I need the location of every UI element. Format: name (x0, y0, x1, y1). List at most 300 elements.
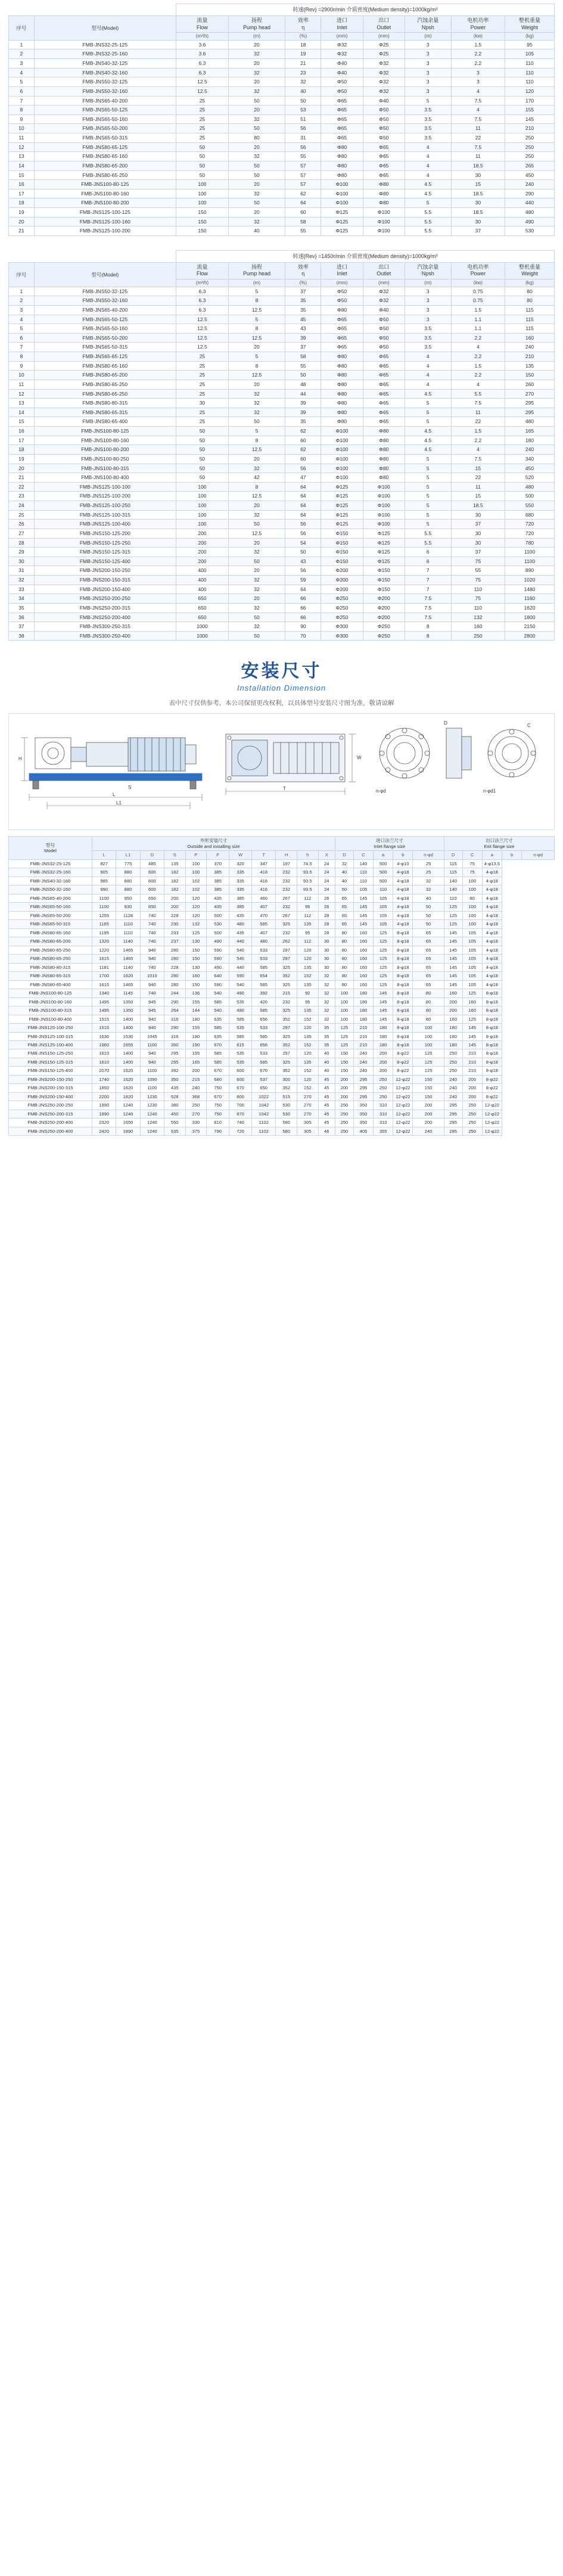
cell-value: 260 (505, 380, 555, 389)
cell-value: 295 (353, 1092, 373, 1101)
table-row (9, 180, 555, 189)
cell-value: Φ250 (363, 631, 405, 641)
cell-value: 4-φ18 (482, 980, 502, 989)
cell-value: 40 (413, 894, 444, 902)
cell-value: 250 (462, 1127, 482, 1135)
cell-value: 66 (285, 613, 321, 622)
cell-model: FMB-JNS65-40-200 (34, 305, 176, 315)
cell-value: 105 (374, 911, 393, 919)
cell-value: 30 (451, 529, 505, 538)
cell-value: 1515 (92, 1024, 116, 1032)
cell-value: 145 (353, 894, 373, 902)
cell-value: 1100 (92, 903, 116, 911)
cell-value: 4-φ10 (393, 859, 413, 868)
cell-value: Φ80 (363, 198, 405, 208)
cell-value: 200 (374, 1067, 393, 1075)
table-row (9, 980, 555, 989)
unit-outlet: (mm) (363, 32, 405, 40)
cell-value: Φ250 (321, 594, 363, 604)
cell-value: 13 (9, 399, 35, 408)
cell-value: 15 (9, 417, 35, 427)
cell-value: 80 (413, 1006, 444, 1015)
cell-model: FMB-JNS125-100-400 (9, 1041, 92, 1049)
cell-value: 297 (276, 1049, 297, 1058)
cell-value: 4 (405, 361, 451, 371)
table-row (9, 408, 555, 417)
cell-value: 160 (444, 1015, 462, 1023)
th-eff: 效率 η (285, 16, 321, 33)
cell-value: 1010 (140, 972, 164, 980)
cell-value: 32 (228, 68, 285, 77)
cell-value: 416 (252, 885, 276, 894)
cell-value: 215 (185, 1075, 207, 1083)
cell-value: 132 (451, 613, 505, 622)
cell-value: 20 (228, 40, 285, 49)
cell-value: Φ25 (363, 49, 405, 59)
cell-value: 20 (228, 105, 285, 115)
cell-value: 6 (405, 557, 451, 566)
cell-value: 12.5 (228, 371, 285, 380)
cell-value: 50 (176, 161, 229, 170)
cell-value: 32 (335, 859, 354, 868)
table2-header-row (9, 263, 555, 279)
cell-value: 65 (413, 928, 444, 937)
cell-model: FMB-JNS65-40-200 (9, 894, 92, 902)
unit-outlet: (mm) (363, 279, 405, 287)
cell-value: 43 (285, 557, 321, 566)
table-row (9, 464, 555, 473)
cell-value: 80 (413, 989, 444, 998)
cell-value: 35 (285, 417, 321, 427)
table-row (9, 576, 555, 585)
cell-value: 528 (164, 1092, 185, 1101)
unit-flow: (m³/h) (176, 279, 229, 287)
cell-value: 50 (176, 473, 229, 483)
cell-value: 120 (297, 1075, 318, 1083)
svg-text:n-φd1: n-φd1 (483, 788, 496, 794)
cell-value: 8-φ18 (393, 1024, 413, 1032)
cell-value: 8-φ18 (482, 1015, 502, 1023)
cell-value: 240 (505, 343, 555, 352)
cell-value: 80 (505, 296, 555, 306)
cell-value: 145 (444, 937, 462, 946)
cell-model: FMB-JNS125-100-200 (34, 226, 176, 236)
cell-value: 210 (505, 352, 555, 362)
cell-value: 8-φ18 (482, 1006, 502, 1015)
cell-value: 140 (353, 859, 373, 868)
cell-value: 2.2 (451, 49, 505, 59)
cell-value: 5 (405, 510, 451, 520)
cell-value: 10 (9, 124, 35, 133)
cell-value: Φ50 (363, 133, 405, 143)
cell-value: 416 (252, 877, 276, 885)
cell-value: 8-φ18 (393, 963, 413, 971)
cell-value: 26 (318, 894, 335, 902)
table-row (9, 1032, 555, 1040)
cell-value: 100 (176, 189, 229, 198)
cell-value: 290 (164, 1024, 185, 1032)
cell-value: 65 (413, 955, 444, 963)
cell-value: 30 (9, 557, 35, 566)
cell-value: 1.5 (451, 40, 505, 49)
cell-value: Φ32 (321, 49, 363, 59)
cell-value: 110 (505, 59, 555, 69)
table-row (9, 868, 555, 877)
cell-value: Φ32 (321, 40, 363, 49)
cell-value: 62 (285, 427, 321, 436)
table-row (9, 989, 555, 998)
cell-value: 4 (405, 170, 451, 180)
cell-value: 100 (176, 501, 229, 511)
cell-value: 1102 (252, 1118, 276, 1127)
table3-group-row (9, 837, 555, 851)
th-col: X (318, 851, 335, 859)
cell-value: Φ200 (321, 585, 363, 594)
cell-value: 152 (297, 1015, 318, 1023)
cell-value: Φ65 (363, 408, 405, 417)
cell-value: 232 (276, 998, 297, 1006)
cell-value: 100 (335, 998, 354, 1006)
cell-value: 440 (229, 937, 252, 946)
cell-value: 20 (228, 501, 285, 511)
cell-value: 12.5 (176, 333, 229, 343)
cell-model: FMB-JNS200-150-400 (34, 585, 176, 594)
cell-value: 33 (9, 585, 35, 594)
cell-value: 80 (335, 928, 354, 937)
cell-value: 1240 (116, 1110, 140, 1118)
cell-value: 20 (228, 454, 285, 464)
cell-value: 530 (276, 1110, 297, 1118)
cell-value: 35 (285, 305, 321, 315)
cell-model: FMB-JNS65-50-315 (9, 920, 92, 928)
cell-value: 5.5 (451, 389, 505, 399)
cell-value: 8-φ18 (393, 946, 413, 954)
cell-value: 100 (176, 180, 229, 189)
cell-value: Φ80 (321, 152, 363, 161)
cell-value: Φ100 (321, 464, 363, 473)
table-row (9, 1084, 555, 1092)
cell-value: 18 (285, 40, 321, 49)
table-row (9, 920, 555, 928)
cell-value: 45 (318, 1084, 335, 1092)
cell-value: 32 (228, 576, 285, 585)
cell-value: Φ100 (363, 520, 405, 529)
cell-value: 11 (451, 482, 505, 492)
cell-value: 650 (176, 613, 229, 622)
table1-wrap (0, 0, 563, 236)
cell-value: 70 (285, 631, 321, 641)
cell-value: 905 (92, 868, 116, 877)
cell-value: 65 (413, 963, 444, 971)
cell-model: FMB-JNS125-100-125 (34, 208, 176, 217)
unit-weight: (kg) (505, 32, 555, 40)
table-row (9, 86, 555, 96)
table-row (9, 529, 555, 538)
cell-value: 3.5 (405, 133, 451, 143)
th-col: h (297, 851, 318, 859)
cell-value: 25 (176, 408, 229, 417)
cell-value: 32 (228, 86, 285, 96)
cell-value: 400 (176, 566, 229, 576)
table-row (9, 937, 555, 946)
table-row (9, 226, 555, 236)
cell-value: 2070 (92, 1067, 116, 1075)
cell-value: 295 (444, 1101, 462, 1110)
cell-value: 32 (228, 510, 285, 520)
cell-value: 18 (9, 445, 35, 455)
table-row (9, 40, 555, 49)
cell-value: 228 (164, 911, 185, 919)
cell-value: 160 (353, 937, 373, 946)
cell-value: 250 (462, 1101, 482, 1110)
cell-value: 145 (353, 911, 373, 919)
cell-value: 8-φ22 (393, 1049, 413, 1058)
cell-value: 32 (413, 877, 444, 885)
cell-value: 1990 (92, 1101, 116, 1110)
cell-value: 39 (285, 408, 321, 417)
cell-value: Φ65 (363, 399, 405, 408)
table-row (9, 114, 555, 124)
cell-value: 320 (229, 859, 252, 868)
cell-value: 25 (176, 133, 229, 143)
cell-value: Φ80 (363, 180, 405, 189)
cell-value: 3 (405, 49, 451, 59)
cell-value: 30 (318, 963, 335, 971)
cell-value: 1610 (92, 1058, 116, 1066)
th-flow: 流量 Flow (176, 16, 229, 33)
cell-value: 240 (444, 1075, 462, 1083)
cell-value: 160 (353, 946, 373, 954)
table-row (9, 946, 555, 954)
cell-value: 1160 (505, 594, 555, 604)
cell-value: 64 (285, 482, 321, 492)
cell-value: 650 (176, 603, 229, 613)
cell-value: 250 (374, 1084, 393, 1092)
cell-value: 670 (207, 1092, 229, 1101)
cell-value: 654 (252, 972, 276, 980)
cell-model: FMB-JNS65-50-160 (34, 324, 176, 334)
cell-value: 590 (207, 946, 229, 954)
cell-value: 125 (413, 1067, 444, 1075)
cell-value: 4-φ18 (393, 920, 413, 928)
table-row (9, 361, 555, 371)
cell-value: 125 (335, 1032, 354, 1040)
cell-value: 38 (9, 631, 35, 641)
cell-value: 135 (297, 963, 318, 971)
cell-value: 270 (297, 1101, 318, 1110)
cell-value: 1700 (92, 972, 116, 980)
th-head: 扬程 Pump head (228, 263, 285, 279)
cell-value: 152 (297, 1084, 318, 1092)
table-row (9, 217, 555, 226)
cell-value: Φ150 (363, 566, 405, 576)
table-row (9, 399, 555, 408)
table-row (9, 613, 555, 622)
cell-value: 75 (462, 859, 482, 868)
cell-value: 28 (9, 538, 35, 548)
cell-value: 22 (451, 417, 505, 427)
cell-value: 4 (405, 152, 451, 161)
cell-value: 3.6 (176, 49, 229, 59)
cell-value: 19 (285, 49, 321, 59)
cell-value: 880 (116, 868, 140, 877)
cell-value: 160 (353, 928, 373, 937)
cell-value: 1020 (505, 576, 555, 585)
cell-value: Φ65 (321, 333, 363, 343)
cell-value: 7.5 (451, 454, 505, 464)
cell-value: 125 (374, 955, 393, 963)
table-row (9, 520, 555, 529)
table-row (9, 170, 555, 180)
cell-value: 8-φ18 (482, 1067, 502, 1075)
cell-value: 2 (9, 49, 35, 59)
cell-model: FMB-JNS150-125-200 (34, 529, 176, 538)
cell-model: FMB-JNS40-32-125 (34, 59, 176, 69)
cell-value: 66 (285, 603, 321, 613)
cell-value: 6.3 (176, 287, 229, 296)
cell-value: 1255 (92, 911, 116, 919)
cell-value: 35 (318, 1024, 335, 1032)
cell-value: 5.5 (405, 217, 451, 226)
cell-value: 12.5 (228, 305, 285, 315)
cell-value: 680 (505, 510, 555, 520)
cell-value: 26 (9, 520, 35, 529)
cell-model: FMB-JNS80-65-160 (34, 152, 176, 161)
th-col: a (374, 851, 393, 859)
th-model: 型号(Model) (34, 263, 176, 287)
table-row (9, 963, 555, 971)
cell-value: 230 (164, 920, 185, 928)
cell-value: 2.2 (451, 333, 505, 343)
cell-value: 1465 (116, 955, 140, 963)
cell-value: 945 (140, 998, 164, 1006)
cell-value: 8-φ22 (482, 1092, 502, 1101)
cell-model: FMB-JNS80-65-250 (34, 380, 176, 389)
cell-model: FMB-JNS100-80-160 (34, 189, 176, 198)
cell-value: 170 (505, 96, 555, 105)
cell-value: 200 (444, 998, 462, 1006)
cell-value: 16 (9, 180, 35, 189)
cell-value: Φ150 (321, 557, 363, 566)
cell-model: FMB-JNS50-32-160 (9, 885, 92, 894)
cell-value: Φ300 (321, 622, 363, 632)
cell-model: FMB-JNS80-65-250 (9, 946, 92, 954)
cell-value: 105 (462, 955, 482, 963)
cell-value: 180 (444, 1041, 462, 1049)
cell-value: 200 (335, 1084, 354, 1092)
cell-value: 240 (444, 1084, 462, 1092)
cell-value: 8 (228, 324, 285, 334)
cell-value: 10 (9, 371, 35, 380)
cell-value: 130 (185, 937, 207, 946)
cell-value: 25 (176, 389, 229, 399)
cell-value: 64 (285, 501, 321, 511)
cell-value: 600 (140, 877, 164, 885)
cell-value: 100 (176, 482, 229, 492)
cell-value: 132 (185, 920, 207, 928)
cell-value: 5.5 (405, 226, 451, 236)
cell-value: Φ65 (321, 124, 363, 133)
cell-value: 585 (207, 1049, 229, 1058)
cell-value: Φ100 (363, 492, 405, 501)
cell-value: 1350 (116, 1006, 140, 1015)
cell-model: FMB-JNS80-80-315 (34, 399, 176, 408)
cell-value: 280 (164, 946, 185, 954)
cell-value: 3 (405, 59, 451, 69)
cell-value: 295 (444, 1110, 462, 1118)
cell-value: 32 (228, 585, 285, 594)
cell-value: 540 (207, 1006, 229, 1015)
cell-value: 4-φ18 (393, 868, 413, 877)
table-row (9, 417, 555, 427)
cell-model: FMB-JNS80-65-250 (34, 389, 176, 399)
cell-value: 145 (462, 1032, 482, 1040)
cell-value: 197 (276, 859, 297, 868)
cell-value: Φ50 (363, 315, 405, 324)
cell-value: 145 (444, 955, 462, 963)
cell-value: 385 (229, 903, 252, 911)
cell-value: 105 (462, 980, 482, 989)
cell-value: 145 (374, 1015, 393, 1023)
cell-value: 19 (9, 208, 35, 217)
cell-value: 6.3 (176, 68, 229, 77)
table-row (9, 538, 555, 548)
cell-value: Φ50 (321, 86, 363, 96)
cell-value: 4 (405, 380, 451, 389)
th-col: D (444, 851, 462, 859)
cell-value: 12.5 (176, 86, 229, 96)
performance-table-2900 (8, 4, 555, 236)
cell-value: 45 (318, 1101, 335, 1110)
cell-value: 9 (9, 361, 35, 371)
cell-value: 1620 (505, 603, 555, 613)
cell-value: Φ40 (363, 305, 405, 315)
cell-value: 110 (353, 868, 373, 877)
cell-value: Φ65 (363, 170, 405, 180)
cell-value: 140 (444, 885, 462, 894)
cell-value: 250 (444, 1049, 462, 1058)
cell-value: 75 (451, 557, 505, 566)
cell-value: 8-φ18 (482, 1024, 502, 1032)
cell-value: Φ80 (321, 352, 363, 362)
cell-value: 4 (405, 142, 451, 152)
cell-value: 295 (164, 1049, 185, 1058)
cell-value: 5 (405, 408, 451, 417)
cell-value: 5 (405, 198, 451, 208)
cell-value: Φ100 (321, 473, 363, 483)
table-row (9, 352, 555, 362)
cell-value: 100 (176, 510, 229, 520)
cell-value: 8 (228, 482, 285, 492)
cell-value: 22 (451, 473, 505, 483)
cell-value: 100 (413, 1024, 444, 1032)
cell-value: 210 (505, 124, 555, 133)
cell-value: 267 (276, 911, 297, 919)
cell-value: 105 (462, 946, 482, 954)
cell-value: 827 (92, 859, 116, 868)
cell-value: 2 (9, 296, 35, 306)
cell-value: 250 (374, 1092, 393, 1101)
cell-value: 56 (285, 529, 321, 538)
cell-model: FMB-JNS100-80-125 (34, 427, 176, 436)
cell-value: 25 (176, 105, 229, 115)
cell-value: 200 (413, 1110, 444, 1118)
cell-value: 200 (444, 1006, 462, 1015)
cell-value: 20 (228, 380, 285, 389)
cell-value: 50 (228, 557, 285, 566)
th-col: b (502, 851, 521, 859)
cell-value: 325 (276, 1006, 297, 1015)
